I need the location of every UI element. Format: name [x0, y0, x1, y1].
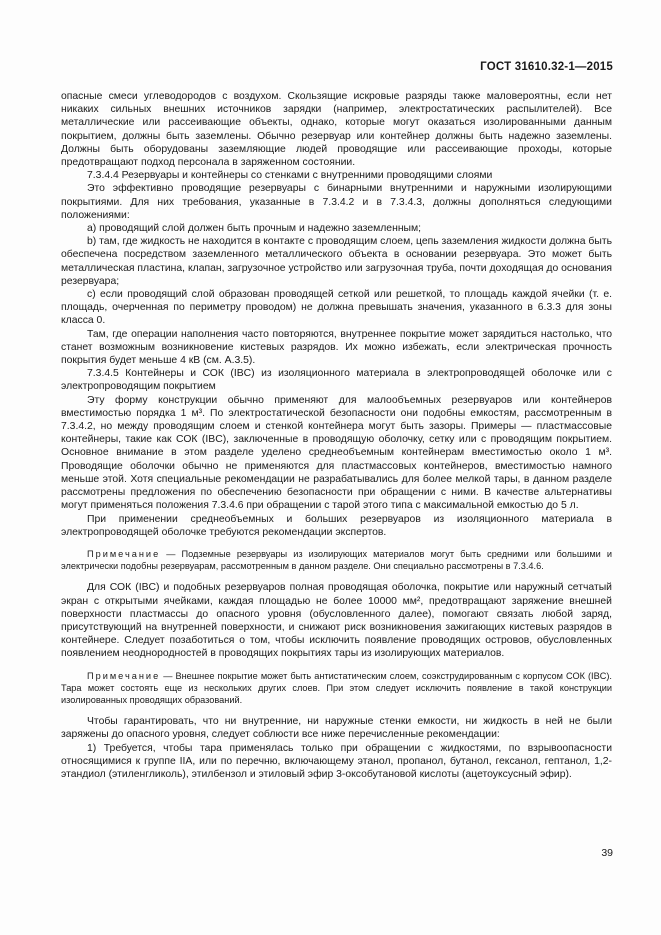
list-item-a: a) проводящий слой должен быть прочным и надежно заземленным;	[87, 223, 422, 235]
list-item-1: 1) Требуется, чтобы тара применялась только при обращении с жидкостями, по взрывоопасности относящимися к группе IIA, или по перечню, включающему этанол, пропанол, бутанол, гексанол, гептанол, 1,2-этандиол (этиленгликоль), этилбензол и этиловый эфир 3-оксобутановой кислоты (ацетоуксусный эфир).	[61, 742, 612, 780]
note-2	[61, 670, 612, 707]
document-body	[61, 90, 612, 781]
paragraph: Там, где операции наполнения часто повторяются, внутреннее покрытие может зарядиться настолько, что станет возможным возникновение кистевых разрядов. Их можно избежать, если электрическая прочность покрытия будет меньше 4 кВ (см. А.3.5).	[61, 328, 612, 367]
list-item-c: c) если проводящий слой образован проводящей сеткой или решеткой, то площадь каждой ячейки (т. е. площадь, очерченная по периметру проводом) не должна превышать значения, указанного в 6.3.3 для зоны класса 0.	[61, 289, 612, 327]
note-text: — Подземные резервуары из изолирующих материалов могут быть средними или большими и электрически подобны резервуарам, рассмотренным в данном разделе. Они специально рассмотрены в 7.3.4.6.	[61, 548, 612, 572]
note-label: Примечание	[87, 670, 161, 681]
paragraph: Эту форму конструкции обычно применяют для малообъемных резервуаров или контейнеров вместимостью порядка 1 м³. По электростатической безопасности они подобны емкостям, рассмотренным в 7.3.4.2, но между проводящим слоем и стенкой контейнера могут быть зазоры. Примеры — пластмассовые контейнеры, такие как СОК (IBC), заключенные в проводящую оболочку, сетку или с проводящим покрытием. Основное внимание в этом разделе уделено среднеобъемным контейнерам вместимостью около 1 м³. Проводящие оболочки обычно не применяются для пластмассовых контейнеров, вместимостью намного меньше этой. Хотя специальные рекомендации не разрабатывались для более мелкой тары, в данном разделе рассмотрены предложения по обеспечению безопасности при обращении с ними. В качестве альтернативы могут применяться положения 7.3.4.6 при обращении с тарой этого типа с максимальной емкостью до 5 л.	[61, 394, 612, 512]
note-text: — Внешнее покрытие может быть антистатическим слоем, соэкструдированным с корпусом СОК (IBC). Тара может состоять еще из нескольких других слоев. При этом следует исключить появление в такой конструкции изолированных проводящих образований.	[61, 670, 612, 705]
section-heading-7-3-4-5: 7.3.4.5 Контейнеры и СОК (IBC) из изоляционного материала в электропроводящей оболочке или с электропроводящим покрытием	[61, 368, 612, 393]
note-label: Примечание	[87, 548, 161, 559]
paragraph: Чтобы гарантировать, что ни внутренние, ни наружные стенки емкости, ни жидкость в ней не были заряжены до опасного уровня, следует соблюсти все ниже перечисленные рекомендации:	[61, 716, 612, 741]
note-1	[61, 548, 612, 572]
section-heading-7-3-4-4: 7.3.4.4 Резервуары и контейнеры со стенками с внутренними проводящими слоями	[87, 170, 493, 182]
paragraph: Для СОК (IBC) и подобных резервуаров полная проводящая оболочка, покрытие или наружный сетчатый экран с открытыми ячейками, каждая площадью не более 10000 мм², предотвращают заряжение внешней поверхности пластмассы до опасного уровня (обусловленного далее), помогают связать любой заряд, присутствующий на внутренней поверхности, и снижают риск возникновения зажигающих кистевых разрядов в контейнере. Следует позаботиться о том, чтобы исключить появление проводящих островов, обусловленных появлением неоднородностей в проводящих покрытиях тары из изолирующих материалов.	[61, 582, 612, 660]
paragraph: опасные смеси углеводородов с воздухом. Скользящие искровые разряды также маловероятны, если нет никаких сильных внешних источников зарядки (например, электростатических распылителей). Все металлические или рассеивающие объекты, однако, которые могут оказаться изолированными данным покрытием, должны быть заземлены. Обычно резервуар или контейнер должны быть надежно заземлены. Должны быть оборудованы заземляющие людей проводящие или рассеивающие проходы, которые предотвращают подход персонала в заряженном состоянии.	[61, 91, 612, 169]
paragraph: Это эффективно проводящие резервуары с бинарными внутренними и наружными изолирующими покрытиями. Для них требования, указанные в 7.3.4.2 и в 7.3.4.3, должны дополняться следующими положениями:	[61, 183, 612, 221]
document-number: ГОСТ 31610.32-1—2015	[480, 61, 613, 73]
list-item-b: b) там, где жидкость не находится в контакте с проводящим слоем, цепь заземления жидкости должна быть обеспечена посредством заземленного металлического объекта в основании резервуара. Это может быть металлическая пластина, клапан, загрузочное устройство или загрузочная труба, почти доходящая до основания резервуара;	[61, 236, 612, 287]
page-number: 39	[601, 847, 613, 859]
paragraph: При применении среднеобъемных и больших резервуаров из изоляционного материала в электропроводящей оболочке требуются рекомендации экспертов.	[61, 513, 612, 538]
